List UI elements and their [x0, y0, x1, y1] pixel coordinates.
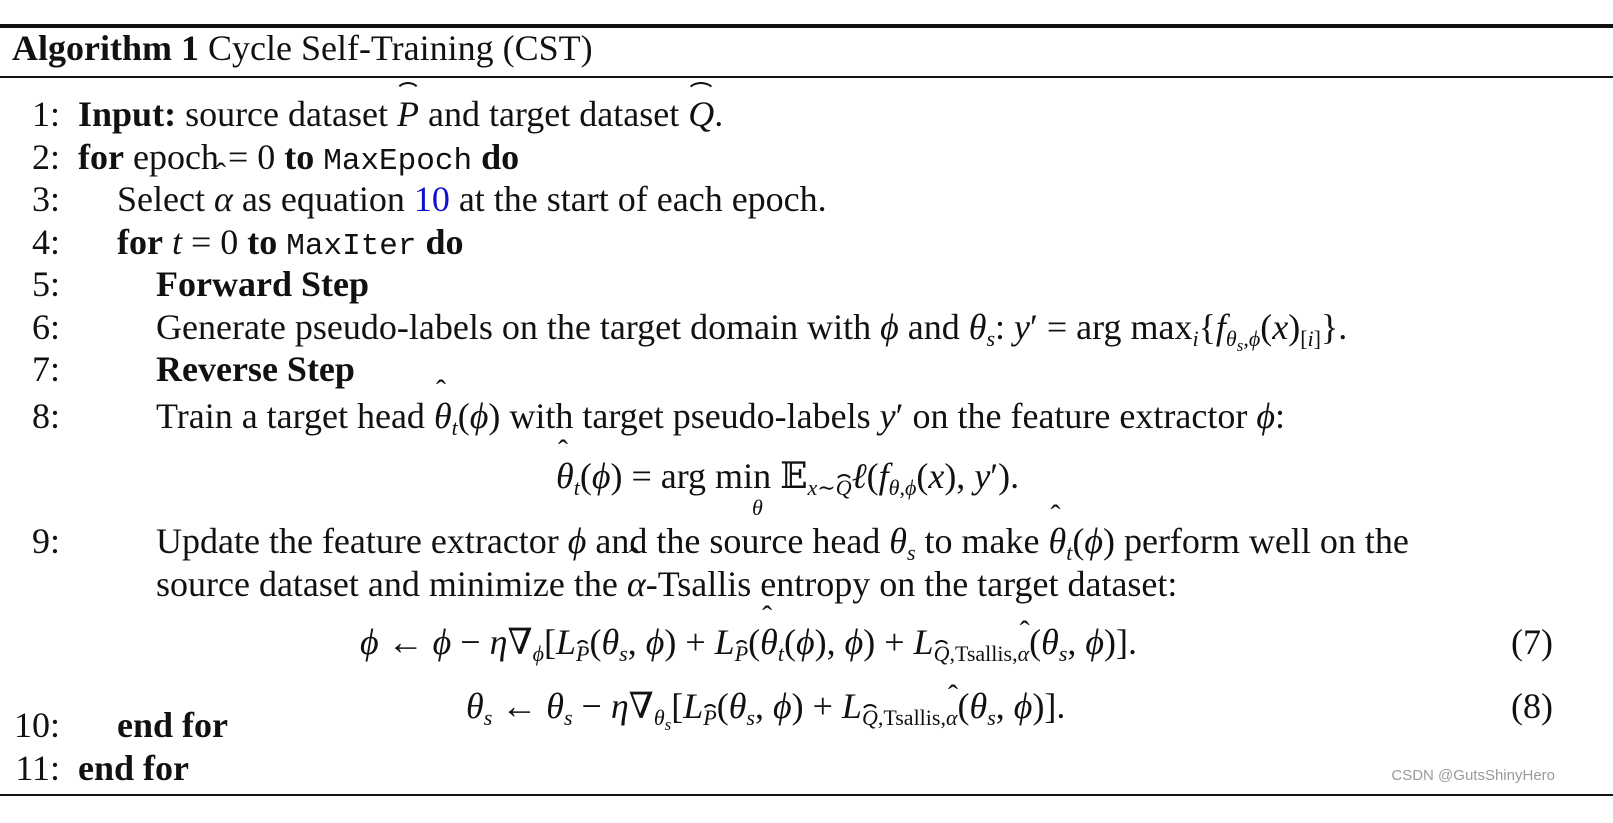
algorithm-caption — [12, 30, 593, 66]
equation-number-8: (8) — [1511, 686, 1553, 726]
maxepoch-code: MaxEpoch — [323, 144, 473, 179]
line-number: 8: — [31, 396, 60, 436]
keyword-to: to — [284, 137, 315, 177]
watermark: CSDN @GutsShinyHero — [1391, 767, 1555, 784]
algorithm-title: Cycle Self-Training (CST) — [207, 28, 593, 68]
line-body: Update the feature extractor ϕ and the source head $\theta_s$ to make ˆ $\theta_t(\phi)$ perform well on the — [156, 523, 1409, 559]
line-number: 3: — [31, 179, 60, 219]
update-text-e: source dataset and minimize the — [156, 564, 618, 604]
line-body — [117, 181, 827, 217]
algorithm-label: Algorithm 1 — [12, 28, 199, 68]
line-body — [156, 266, 369, 302]
line-body: source dataset and minimize the ˆ α-Tsallis entropy on the target dataset: — [156, 566, 1177, 602]
update-text-a: Update the feature extractor — [156, 521, 559, 561]
equation-number-7: (7) — [1511, 622, 1553, 662]
keyword-do: do — [481, 137, 520, 177]
keyword-input: Input: — [78, 94, 177, 134]
equation-8: $\theta_s$ ← $\theta_s - \eta\nabla_{\theta_s}[L_P(\theta_s$, $\phi) + L_{Q,Tsallis,\alpha}(\theta_s$, ϕ)]. — [466, 686, 1066, 734]
line-number: 7: — [31, 349, 60, 389]
line-body — [78, 750, 189, 786]
caption-rule — [0, 76, 1613, 78]
equation-ref-link[interactable]: 10 — [413, 179, 450, 219]
keyword-to: to — [247, 222, 278, 262]
math-p-hat: P — [396, 94, 419, 134]
line-body: for epoch = 0 to MaxEpoch do — [78, 137, 520, 179]
bottom-rule — [0, 794, 1613, 796]
line-number: 11: — [15, 748, 60, 788]
line-body: for t = 0 to MaxIter do — [117, 222, 464, 264]
equation-7: ϕ ← $\phi - \eta\nabla_\phi[L_P(\theta_s$, $\phi) + L_P(ˆ$ $\theta_t(\phi)$, $\phi) + L_{Q,Tsallis,\alpha}(\theta_s$, ϕ)]. — [360, 624, 1137, 660]
update-text-f: -Tsallis entropy on the target dataset: — [645, 564, 1178, 604]
train-text-c: on the feature extractor — [912, 396, 1248, 436]
line-body: Input: source dataset P and target dataset Q. — [78, 94, 724, 134]
line-number: 2: — [31, 137, 60, 177]
maxiter-code: MaxIter — [286, 229, 417, 264]
math-q-hat: Q — [688, 94, 715, 134]
line-number: 1: — [31, 94, 60, 134]
target-head-equation: ˆ $\theta_t(\phi)$ = arg $\min 𝔼_{x\sim Q}\ell(f_{\theta,\phi}(x)$, y′). — [556, 458, 1019, 494]
select-text-c: at the start of each epoch. — [458, 179, 827, 219]
input-text-a: source dataset — [185, 94, 388, 134]
math-alpha-hat: ˆ α — [214, 181, 233, 217]
input-text-b: and target dataset — [427, 94, 680, 134]
reverse-step-heading: Reverse Step — [156, 349, 355, 389]
line-number: 6: — [31, 307, 60, 347]
tsallis-subscript: Tsallis — [883, 705, 941, 730]
line-number: 5: — [31, 264, 60, 304]
update-text-d: perform well on the — [1123, 521, 1409, 561]
keyword-for: for — [78, 137, 124, 177]
train-text-b: with target pseudo-labels — [509, 396, 871, 436]
line-body — [117, 707, 228, 743]
line-number: 10: — [13, 705, 60, 745]
forward-step-heading: Forward Step — [156, 264, 369, 304]
line-number: 9: — [31, 521, 60, 561]
keyword-end-for: end for — [117, 705, 228, 745]
epoch-text: epoch — [132, 137, 219, 177]
keyword-do: do — [425, 222, 464, 262]
line-number: 4: — [31, 222, 60, 262]
train-text-a: Train a target head — [156, 396, 425, 436]
keyword-end-for: end for — [78, 748, 189, 788]
and-text: and — [907, 307, 960, 347]
keyword-for: for — [117, 222, 163, 262]
select-text-a: Select — [117, 179, 205, 219]
select-text-b: as equation — [241, 179, 405, 219]
argmin-subscript: θ — [752, 495, 763, 520]
line-body — [156, 351, 355, 387]
generate-text: Generate pseudo-labels on the target domain with — [156, 307, 872, 347]
line-body: Train a target head ˆ $\theta_t(\phi)$ with target pseudo-labels y′ on the feature extractor ϕ: — [156, 398, 1285, 434]
update-text-c: to make — [924, 521, 1040, 561]
update-text-b: and the source head — [595, 521, 881, 561]
line-body: Generate pseudo-labels on the target domain with ϕ and $\theta_s$: y′ = arg $\max_i\{f_{\theta_s,\phi}(x)_{[i]}\}$. — [156, 307, 1348, 355]
tsallis-subscript: Tsallis — [954, 641, 1013, 666]
